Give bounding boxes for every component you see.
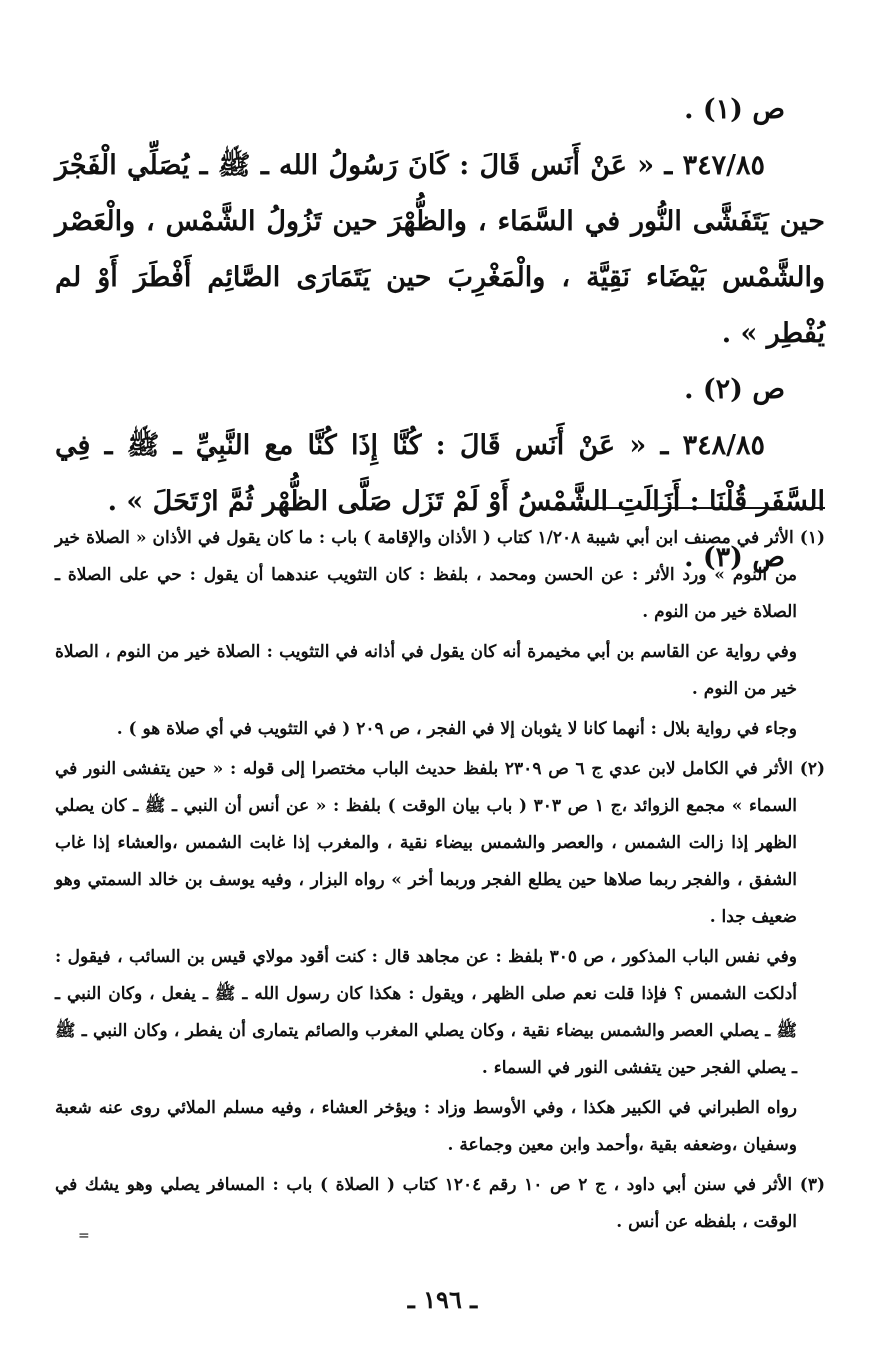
main-text xyxy=(55,82,825,586)
continuation-mark: = xyxy=(78,1228,90,1244)
hadith-347: ٣٤٧/٨٥ ـ « عَنْ أَنَس قَالَ : كَانَ رَسُولُ الله ـ ﷺ ـ يُصَلِّي الْفَجْرَ حين يَتَفَشَّى النُّور في السَّمَاء ، والظُّهْرَ حين تَزُولُ الشَّمْس ، والْعَصْر والشَّمْس بَيْضَاء نَقِيَّة ، والْمَغْرِبَ حين يَتَمَارَى الصَّائِم أَفْطَرَ أَوْ لم يُفْطِر » . xyxy=(55,150,825,349)
footnote-1: (١) الأثر في مصنف ابن أبي شيبة ١/٢٠٨ كتاب ( الأذان والإقامة ) باب : ما كان يقول في الأذان « الصلاة خير من النوم » ورد الأثر : عن الحسن ومحمد ، بلفظ : كان التثويب عندهما أن يقول : حي على الصلاة ـ الصلاة خير من النوم . xyxy=(55,528,826,622)
footnote-divider xyxy=(555,507,825,509)
footnote-3: (٣) الأثر في سنن أبي داود ، ج ٢ ص ١٠ رقم ١٢٠٤ كتاب ( الصلاة ) باب : المسافر يصلي وهو يشك في الوقت ، بلفظه عن أنس . xyxy=(55,1175,825,1232)
hadith-348: ٣٤٨/٨٥ ـ « عَنْ أَنَس قَالَ : كُنَّا إِذَا كُنَّا مع النَّبِيِّ ـ ﷺ ـ فِي السَّفَر قُلْنَا : أَزَالَتِ الشَّمْسُ أَوْ لَمْ تَزَل صَلَّى الظُّهْر ثُمَّ ارْتَحَلَ » . xyxy=(55,430,825,517)
footnote-2: (٢) الأثر في الكامل لابن عدي ج ٦ ص ٢٣٠٩ بلفظ حديث الباب مختصرا إلى قوله : « حين يتفشى النور في السماء » مجمع الزوائد ،ج ١ ص ٣٠٣ ( باب بيان الوقت ) بلفظ : « عن أنس أن النبي ـ ﷺ ـ كان يصلي الظهر إذا زالت الشمس ، والعصر والشمس بيضاء نقية ، والمغرب إذا غابت الشمس ،والعشاء إذا غاب الشفق ، والفجر ربما صلاها حين يطلع الفجر وربما أخر » رواه البزار ، وفيه يوسف بن خالد السمتي وهو ضعيف جدا . xyxy=(55,759,825,927)
page-number: ـ ١٩٦ ـ xyxy=(407,1285,478,1314)
reference-line-3: ص (٣) . xyxy=(684,542,785,573)
reference-line-2: ص (٢) . xyxy=(684,374,785,405)
footnotes xyxy=(55,520,825,1244)
footnote-1-continuation-a: وفي رواية عن القاسم بن أبي مخيمرة أنه كان يقول في أذانه في التثويب : الصلاة خير من النوم ، الصلاة خير من النوم . xyxy=(55,642,797,699)
footnote-2-continuation-a: وفي نفس الباب المذكور ، ص ٣٠٥ بلفظ : عن مجاهد قال : كنت أقود مولاي قيس بن السائب ، فيقول : أدلكت الشمس ؟ فإذا قلت نعم صلى الظهر ، ويقول : هكذا كان رسول الله ـ ﷺ ـ يفعل ، وكان النبي ـ ﷺ ـ يصلي العصر والشمس بيضاء نقية ، وكان يصلي المغرب والصائم يتمارى أن يفطر ، وكان النبي ـ ﷺ ـ يصلي الفجر حين يتفشى النور في السماء . xyxy=(55,947,797,1078)
reference-line-1: ص (١) . xyxy=(684,94,785,125)
footnote-2-continuation-b: رواه الطبراني في الكبير هكذا ، وفي الأوسط وزاد : ويؤخر العشاء ، وفيه مسلم الملائي روى عنه شعبة وسفيان ،وضعفه بقية ،وأحمد وابن معين وجماعة . xyxy=(55,1098,797,1155)
footnote-1-continuation-b: وجاء في رواية بلال : أنهما كانا لا يثوبان إلا في الفجر ، ص ٢٠٩ ( في التثويب في أي صلاة هو ) . xyxy=(116,719,797,739)
